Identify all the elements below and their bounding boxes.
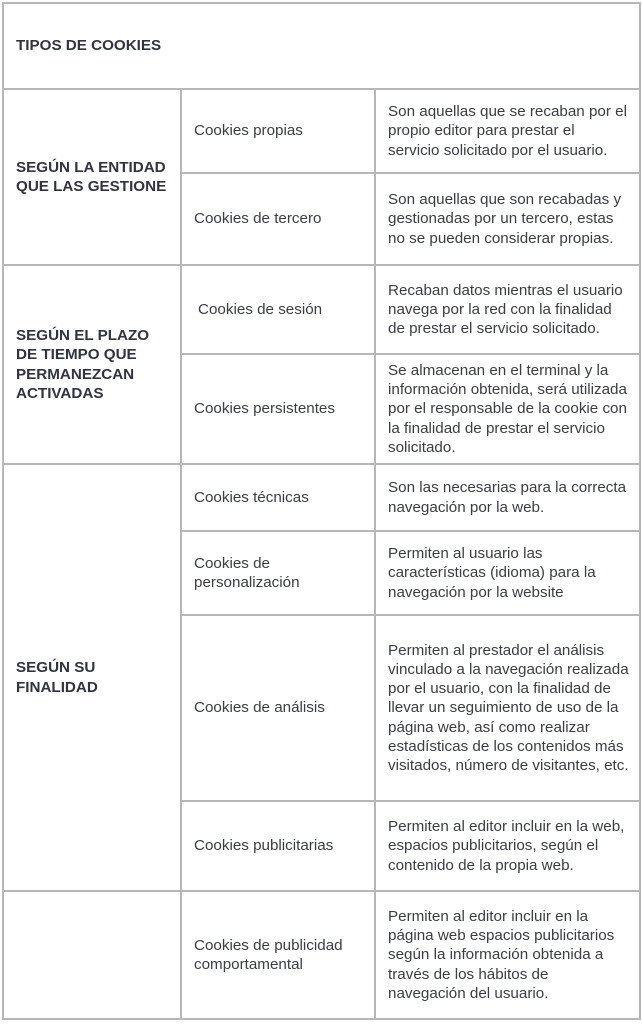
group-label: SEGÚN SU FINALIDAD — [3, 464, 181, 891]
table-title: TIPOS DE COOKIES — [3, 3, 640, 89]
cookie-description: Permiten al prestador el análisis vinculado a la navegación realizada por el usuario, con la finalidad de llevar un seguimiento de uso de la página web, así como realizar estadísticas de los contenidos más visitados, número de visitantes, etc. — [375, 615, 640, 801]
cookie-description: Recaban datos mientras el usuario navega por la red con la finalidad de prestar el servicio solicitado. — [375, 265, 640, 354]
cookie-name: Cookies de personalización — [181, 531, 375, 615]
cookie-name: Cookies técnicas — [181, 464, 375, 531]
cookie-description: Son las necesarias para la correcta navegación por la web. — [375, 464, 640, 531]
table-row — [3, 891, 640, 1019]
cookie-description: Permiten al usuario las características (idioma) para la navegación por la website — [375, 531, 640, 615]
cookie-name: Cookies persistentes — [181, 354, 375, 464]
cookie-name: Cookies de sesión — [181, 265, 375, 354]
cookie-name: Cookies de tercero — [181, 173, 375, 265]
table-title-row — [3, 3, 640, 89]
table-row — [3, 89, 640, 173]
cookie-name: Cookies de análisis — [181, 615, 375, 801]
cookie-description: Son aquellas que se recaban por el propio editor para prestar el servicio solicitado por el usuario. — [375, 89, 640, 173]
cookie-name: Cookies de publicidad comportamental — [181, 891, 375, 1019]
group-label: SEGÚN EL PLAZO DE TIEMPO QUE PERMANEZCAN ACTIVADAS — [3, 265, 181, 464]
cookie-description: Se almacenan en el terminal y la información obtenida, será utilizada por el responsable de la cookie con la finalidad de prestar el servicio solicitado. — [375, 354, 640, 464]
cookie-description: Son aquellas que son recabadas y gestionadas por un tercero, estas no se pueden considerar propias. — [375, 173, 640, 265]
table-row — [3, 265, 640, 354]
cookie-name: Cookies publicitarias — [181, 801, 375, 891]
table-row — [3, 464, 640, 531]
cookie-name: Cookies propias — [181, 89, 375, 173]
cookie-description: Permiten al editor incluir en la web, espacios publicitarios, según el contenido de la propia web. — [375, 801, 640, 891]
cookie-types-table — [2, 2, 641, 1020]
group-label: SEGÚN LA ENTIDAD QUE LAS GESTIONE — [3, 89, 181, 265]
group-label — [3, 891, 181, 1019]
cookie-description: Permiten al editor incluir en la página web espacios publicitarios según la información obtenida a través de los hábitos de navegación del usuario. — [375, 891, 640, 1019]
